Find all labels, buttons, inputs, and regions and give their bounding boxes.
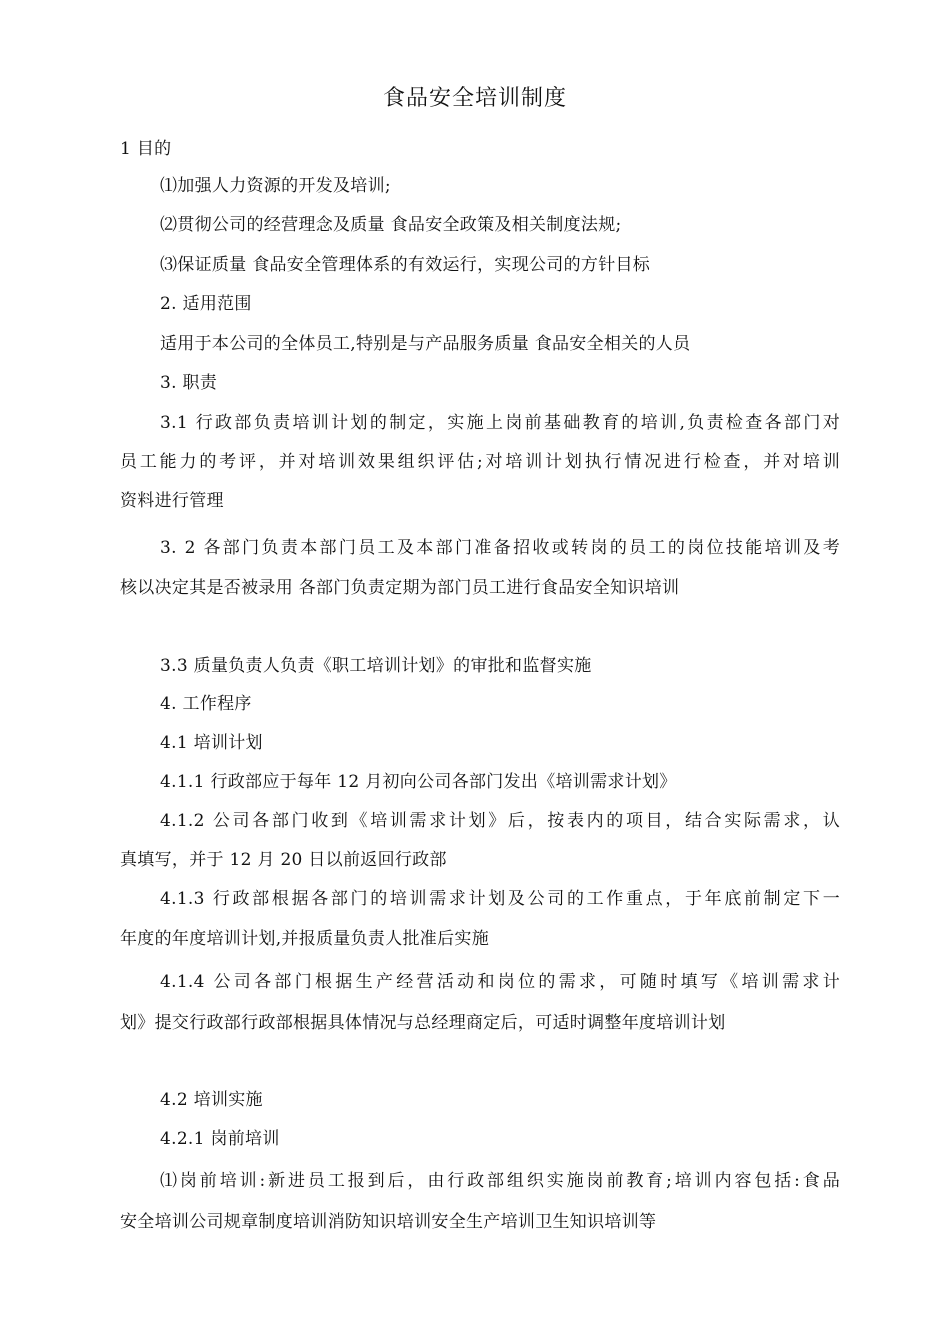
duty-3-1-line-3: 资料进行管理: [120, 491, 224, 511]
item-4-1-3-line-2: 年度的年度培训计划,并报质量负责人批准后实施: [120, 929, 490, 949]
item-4-1-1: 4.1.1 行政部应于每年 12 月初向公司各部门发出《培训需求计划》: [160, 772, 677, 792]
duty-3-1-line-1: 3.1 行政部负责培训计划的制定，实施上岗前基础教育的培训,负责检查各部门对: [160, 413, 840, 433]
item-4-2-1-line-1: ⑴岗前培训:新进员工报到后，由行政部组织实施岗前教育;培训内容包括:食品: [160, 1171, 840, 1191]
purpose-item-1: ⑴加强人力资源的开发及培训;: [160, 176, 391, 196]
section-4-heading: 4. 工作程序: [160, 694, 252, 714]
item-4-1-4-line-1: 4.1.4 公司各部门根据生产经营活动和岗位的需求，可随时填写《培训需求计: [160, 972, 840, 992]
duty-3-2-line-1: 3. 2 各部门负责本部门员工及本部门准备招收或转岗的员工的岗位技能培训及考: [160, 538, 840, 558]
item-4-1-3-line-1: 4.1.3 行政部根据各部门的培训需求计划及公司的工作重点，于年底前制定下一: [160, 889, 840, 909]
section-1-heading: 1 目的: [120, 139, 172, 159]
item-4-1-4-line-2: 划》提交行政部行政部根据具体情况与总经理商定后，可适时调整年度培训计划: [120, 1013, 726, 1033]
document-title: 食品安全培训制度: [382, 86, 567, 111]
duty-3-1-line-2: 员工能力的考评，并对培训效果组织评估;对培训计划执行情况进行检查，并对培训: [120, 452, 840, 472]
purpose-item-2: ⑵贯彻公司的经营理念及质量 食品安全政策及相关制度法规;: [160, 215, 622, 235]
duty-3-2-line-2: 核以决定其是否被录用 各部门负责定期为部门员工进行食品安全知识培训: [120, 578, 680, 598]
section-3-heading: 3. 职责: [160, 373, 218, 393]
purpose-item-3: ⑶保证质量 食品安全管理体系的有效运行，实现公司的方针目标: [160, 255, 651, 275]
item-4-1-2-line-1: 4.1.2 公司各部门收到《培训需求计划》后，按表内的项目，结合实际需求，认: [160, 811, 840, 831]
section-4-2-1-heading: 4.2.1 岗前培训: [160, 1129, 280, 1149]
section-4-2-heading: 4.2 培训实施: [160, 1090, 263, 1110]
duty-3-3: 3.3 质量负责人负责《职工培训计划》的审批和监督实施: [160, 656, 592, 676]
item-4-1-2-line-2: 真填写，并于 12 月 20 日以前返回行政部: [120, 850, 447, 870]
item-4-2-1-line-2: 安全培训公司规章制度培训消防知识培训安全生产培训卫生知识培训等: [120, 1212, 657, 1232]
scope-paragraph: 适用于本公司的全体员工,特别是与产品服务质量 食品安全相关的人员: [160, 334, 691, 354]
section-4-1-heading: 4.1 培训计划: [160, 733, 263, 753]
section-2-heading: 2. 适用范围: [160, 294, 252, 314]
